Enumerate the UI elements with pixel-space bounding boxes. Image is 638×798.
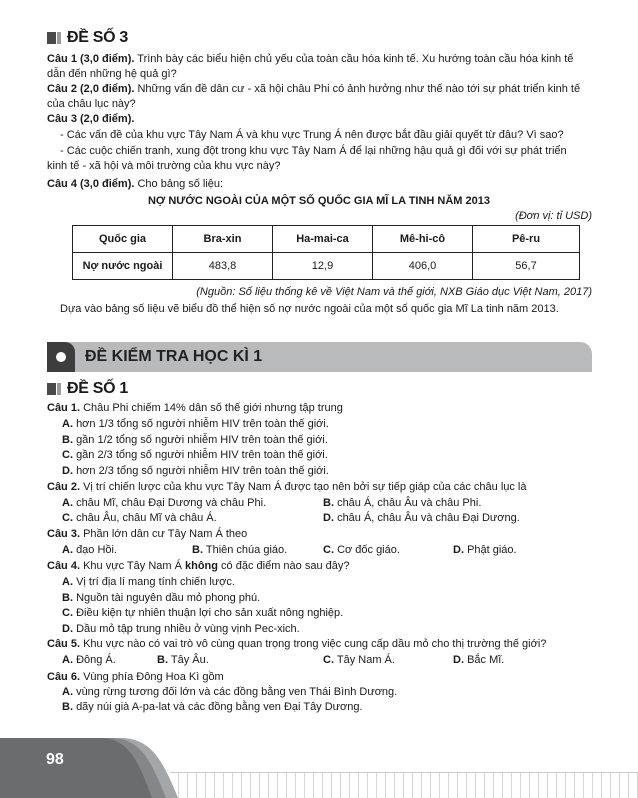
- q-text: của châu lục này?: [47, 98, 136, 110]
- option-text: Nguồn tài nguyên dầu mỏ phong phú.: [76, 592, 261, 604]
- option: [323, 543, 400, 557]
- exam-3-heading: [47, 30, 128, 46]
- option-letter: C.: [62, 449, 73, 461]
- table-unit: (Đơn vị: tỉ USD): [515, 210, 592, 222]
- option-text: Cơ đốc giáo.: [337, 544, 400, 556]
- q-label: Câu 6.: [47, 671, 81, 683]
- option: [62, 417, 329, 431]
- option-text: gần 1/2 tổng số người nhiễm HIV trên toàn thế giới.: [76, 434, 328, 446]
- option-letter: C.: [62, 607, 73, 619]
- q-text: Khu vực nào có vai trò vô cùng quan trọng trong việc cung cấp dầu mỏ cho thị trường thế giới?: [80, 638, 547, 650]
- option-letter: C.: [323, 654, 334, 666]
- data-table: [72, 225, 580, 280]
- q-text: Cho bảng số liệu:: [134, 178, 224, 190]
- footer-stripes: [170, 772, 638, 798]
- option-letter: A.: [62, 544, 73, 556]
- option-letter: D.: [62, 623, 73, 635]
- section-title: ĐỀ KIỂM TRA HỌC KÌ 1: [85, 348, 263, 365]
- q-text: Vị trí chiến lược của khu vực Tây Nam Á được tạo nên bởi sự tiếp giáp của các châu lục là: [80, 481, 527, 493]
- option-text: Tây Nam Á.: [336, 654, 395, 666]
- table-header: Mê-hi-cô: [373, 226, 473, 253]
- option: [62, 653, 116, 667]
- option-text: châu Âu, châu Mĩ và châu Á.: [76, 512, 217, 524]
- q4: [47, 177, 223, 191]
- q-text: có đặc điểm nào sau đây?: [218, 560, 350, 572]
- q-text: Trình bày các biểu hiện chủ yếu của toàn cầu hóa kinh tế. Xu hướng toàn cầu hóa kinh tế: [134, 53, 574, 65]
- option-letter: A.: [62, 497, 73, 509]
- q-text: - Các vấn đề của khu vực Tây Nam Á và khu vực Trung Á nên được bắt đầu giải quyết từ đâu? Vì sao?: [60, 129, 564, 141]
- q-text: - Các cuộc chiến tranh, xung đột trong khu vực Tây Nam Á để lại những hậu quả gì đối với sự phát triển: [60, 145, 567, 157]
- question: [47, 480, 527, 494]
- table-cell: 56,7: [473, 253, 580, 280]
- option-letter: A.: [62, 686, 73, 698]
- option: [62, 575, 235, 589]
- option-letter: B.: [62, 701, 73, 713]
- option-letter: D.: [323, 512, 334, 524]
- q-label: Câu 4.: [47, 560, 81, 572]
- page-number: 98: [46, 751, 64, 768]
- q2: [47, 82, 580, 96]
- table-source: (Nguồn: Số liệu thống kê về Việt Nam và thế giới, NXB Giáo dục Việt Nam, 2017): [196, 286, 592, 298]
- option-text: vùng rừng tương đối lớn và các đồng bằng ven Thái Bình Dương.: [76, 686, 398, 698]
- footer-tab-shape: [0, 738, 190, 798]
- option: [453, 543, 517, 557]
- option: [62, 606, 343, 620]
- page-footer: [0, 738, 638, 798]
- option-letter: A.: [62, 418, 73, 430]
- q-text: Khu vực Tây Nam Á: [80, 560, 185, 572]
- option-text: châu Á, châu Âu và châu Phi.: [337, 497, 482, 509]
- option-text: Tây Âu.: [170, 654, 209, 666]
- heading-text: ĐỀ SỐ 1: [67, 380, 129, 397]
- q-emphasis: không: [185, 560, 218, 572]
- option: [62, 543, 117, 557]
- q-label: Câu 2 (2,0 điểm).: [47, 83, 135, 95]
- heading-text: ĐỀ SỐ 3: [67, 29, 129, 46]
- table-title: NỢ NƯỚC NGOÀI CỦA MỘT SỐ QUỐC GIA MĨ LA TINH NĂM 2013: [147, 195, 490, 207]
- q-label: Câu 1 (3,0 điểm).: [47, 53, 135, 65]
- q-label: Câu 1.: [47, 402, 81, 414]
- option-text: hơn 2/3 tổng số người nhiễm HIV trên toàn thế giới.: [76, 465, 329, 477]
- table-header-row: [73, 226, 580, 253]
- q-text: kinh tế - xã hội và môi trường của khu vực này?: [47, 160, 281, 172]
- table-header: Bra-xin: [173, 226, 273, 253]
- heading-marker-icon: [47, 383, 61, 395]
- question: [47, 401, 343, 415]
- table-cell: 12,9: [273, 253, 373, 280]
- q-text: Phần lớn dân cư Tây Nam Á theo: [80, 528, 248, 540]
- option-text: châu Mĩ, châu Đại Dương và châu Phi.: [76, 497, 267, 509]
- table-row: [73, 253, 580, 280]
- table-cell: 406,0: [373, 253, 473, 280]
- option-letter: C.: [323, 544, 334, 556]
- q-text: Những vấn đề dân cư - xã hội châu Phi có ảnh hưởng như thế nào tới sự phát triển kinh tế: [134, 83, 581, 95]
- option-letter: B.: [192, 544, 203, 556]
- option-text: đạo Hồi.: [76, 544, 118, 556]
- option: [62, 700, 363, 714]
- option: [62, 622, 300, 636]
- option-text: Bắc Mĩ.: [467, 654, 505, 666]
- option-text: Thiên chúa giáo.: [205, 544, 288, 556]
- q1: [47, 52, 573, 66]
- option-letter: D.: [62, 465, 73, 477]
- banner-tab: [47, 342, 75, 372]
- option: [62, 433, 328, 447]
- option-text: hơn 1/3 tổng số người nhiễm HIV trên toàn thế giới.: [76, 418, 329, 430]
- option-letter: D.: [453, 544, 464, 556]
- q-label: Câu 5.: [47, 638, 81, 650]
- option-letter: A.: [62, 654, 73, 666]
- option-text: Phật giáo.: [467, 544, 517, 556]
- option: [323, 653, 395, 667]
- option-letter: D.: [453, 654, 464, 666]
- q-label: Câu 4 (3,0 điểm).: [47, 178, 135, 190]
- task-text: Dựa vào bảng số liệu vẽ biểu đồ thể hiện số nợ nước ngoài của một số quốc gia Mĩ La tinh năm 2013.: [60, 303, 559, 315]
- q-text: dẫn đến những hệ quả gì?: [47, 68, 177, 80]
- q-text: Vùng phía Đông Hoa Kì gồm: [80, 671, 224, 683]
- q-text: Châu Phi chiếm 14% dân số thế giới nhưng tập trung: [80, 402, 343, 414]
- table-header: Ha-mai-ca: [273, 226, 373, 253]
- option-text: dãy núi già A-pa-lat và các đồng bằng ven Đại Tây Dương.: [76, 701, 363, 713]
- option-text: Vị trí địa lí mang tính chiến lược.: [76, 576, 235, 588]
- option-letter: B.: [62, 592, 73, 604]
- option-letter: B.: [157, 654, 168, 666]
- option-text: Điều kiện tự nhiên thuận lợi cho sản xuất nông nghiệp.: [76, 607, 344, 619]
- bullet-icon: [56, 352, 66, 362]
- question: [47, 670, 224, 684]
- question: [47, 559, 349, 573]
- table-header: Pê-ru: [473, 226, 580, 253]
- option-text: Đông Á.: [76, 654, 116, 666]
- option-text: châu Á, châu Âu và châu Đại Dương.: [337, 512, 520, 524]
- section-banner: [47, 342, 592, 372]
- option-letter: B.: [62, 434, 73, 446]
- option-letter: C.: [62, 512, 73, 524]
- option: [62, 448, 328, 462]
- option-letter: A.: [62, 576, 73, 588]
- heading-marker-icon: [47, 32, 61, 44]
- table-cell: 483,8: [173, 253, 273, 280]
- question: [47, 527, 247, 541]
- q-label: Câu 3.: [47, 528, 81, 540]
- option: [62, 591, 260, 605]
- option-letter: B.: [323, 497, 334, 509]
- option: [323, 496, 481, 510]
- option: [62, 511, 217, 525]
- option-text: Dầu mỏ tập trung nhiều ở vùng vịnh Pec-xich.: [76, 623, 300, 635]
- option: [62, 496, 266, 510]
- option: [453, 653, 504, 667]
- option: [192, 543, 287, 557]
- exam-1-heading: [47, 381, 128, 397]
- question: [47, 637, 546, 651]
- option: [62, 685, 397, 699]
- option: [157, 653, 209, 667]
- q-label: Câu 3 (2,0 điểm).: [47, 113, 135, 125]
- option: [62, 464, 329, 478]
- option-text: gần 2/3 tổng số người nhiễm HIV trên toàn thế giới.: [76, 449, 328, 461]
- table-header: Quốc gia: [73, 226, 173, 253]
- table-cell: Nợ nước ngoài: [73, 253, 173, 280]
- q-label: Câu 2.: [47, 481, 81, 493]
- option: [323, 511, 520, 525]
